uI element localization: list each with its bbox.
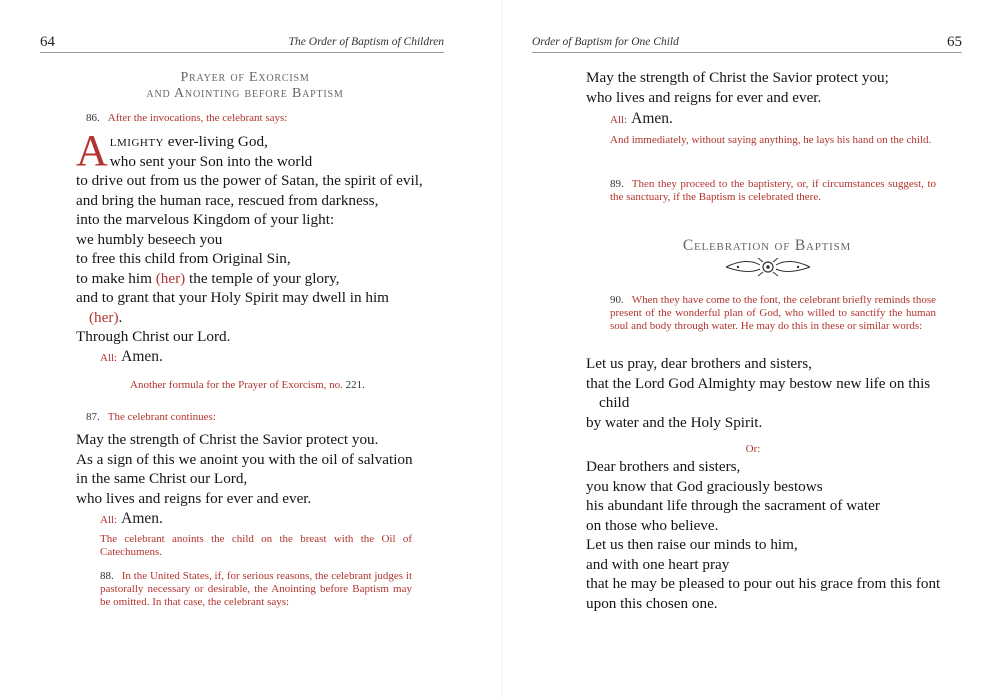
invitation-text [586,354,930,432]
prayer-first-word: lmighty [109,133,164,150]
prayer-line: his abundant life through the sacrament of water [586,497,880,514]
rubric-87 [86,411,446,424]
prayer-line: ever-living God, [164,133,268,150]
prayer-line: into the marvelous Kingdom of your light: [76,211,335,228]
page-number: 64 [40,34,55,50]
anointing-prayer [76,430,413,508]
formula-reference: 221. [345,379,365,391]
response-label: All: [610,114,628,126]
formula-note-text: Another formula for the Prayer of Exorcism, no. [130,379,343,391]
prayer-line: to drive out from us the power of Satan, the spirit of evil, [76,172,423,189]
response-amen [100,348,163,366]
response-text: Amen. [631,110,673,127]
prayer-text: to make him [76,269,156,287]
rubric-number: 88. [100,570,114,582]
formula-note [130,379,450,392]
prayer-line: child [599,394,630,411]
right-header [532,36,962,53]
prayer-text: the temple of your glory, [185,269,340,287]
prayer-line: who lives and reigns for ever and ever. [76,489,312,507]
section-title-line2: and Anointing before Baptism [146,86,344,101]
section-title-line1: Prayer of Exorcism [180,70,310,85]
rubric-86 [86,112,446,125]
alternative-text [586,457,940,613]
rubric-text: After the invocations, the celebrant says: [107,112,288,124]
section-title [60,70,430,102]
response-label: All: [100,352,118,364]
closing-prayer [586,68,889,107]
rubric-88 [100,570,412,609]
prayer-line: who sent your Son into the world [109,152,313,170]
or-label: Or: [745,443,761,455]
rubric-89 [610,178,936,204]
running-head: The Order of Baptism of Children [288,36,444,48]
pronoun-alternate: (her) [89,308,119,326]
running-head: Order of Baptism for One Child [532,36,679,48]
rubric-text: The celebrant continues: [107,411,216,423]
prayer-line: and to grant that your Holy Spirit may dwell in him [76,289,389,306]
prayer-line: Dear brothers and sisters, [586,458,741,475]
prayer-line: to free this child from Original Sin, [76,250,291,267]
response-text: Amen. [121,510,163,527]
response-text: Amen. [121,348,163,365]
rubric-90 [610,294,936,333]
prayer-line: Let us pray, dear brothers and sisters, [586,355,812,372]
prayer-line: As a sign of this we anoint you with the oil of salvation [76,450,413,468]
prayer-line: who lives and reigns for ever and ever. [586,88,822,106]
rubric-number: 89. [610,178,624,190]
ornament-icon [722,256,814,278]
rubric-number: 87. [86,411,100,423]
prayer-line: and with one heart pray [586,555,730,573]
rubric-text: Then they proceed to the baptistery, or, if circumstances suggest, to the sanctuary, if the Baptism is celebrated there. [610,178,936,203]
prayer-line: Through Christ our Lord. [76,328,231,345]
right-page [502,0,1004,698]
rubric-number: 86. [86,112,100,124]
response-label: All: [100,514,118,526]
response-amen [610,110,673,128]
prayer-text: . [118,308,123,326]
prayer-line: and bring the human race, rescued from darkness, [76,191,379,209]
hand-rubric: And immediately, without saying anything, he lays his hand on the child. [610,134,932,146]
prayer-line: that he may be pleased to pour out his grace from this font [586,575,941,592]
prayer-line: in the same Christ our Lord, [76,470,248,487]
prayer-line: on those who believe. [586,516,719,534]
prayer-line: upon this chosen one. [586,594,718,612]
rubric-number: 90. [610,294,624,306]
section-title: Celebration of Baptism [682,237,852,254]
prayer-line [76,308,423,328]
prayer-line: by water and the Holy Spirit. [586,413,763,431]
prayer-line [76,269,423,289]
prayer-line: May the strength of Christ the Savior protect you; [586,69,889,86]
prayer-line: that the Lord God Almighty may bestow new life on this [586,374,931,392]
prayer-line: May the strength of Christ the Savior protect you. [76,431,379,448]
rubric-text: In the United States, if, for serious reasons, the celebrant judges it pastorally necessary or desirable, the Anointing before Baptism may be omitted. In that case, the celebrant says: [100,570,412,608]
left-header [40,36,444,53]
prayer-line: we humbly beseech you [76,230,223,248]
rubric-text: When they have come to the font, the celebrant briefly reminds those present of the wonderful plan of God, who willed to sanctify the human soul and body through water. He may do this in these or similar words: [610,294,936,332]
exorcism-prayer [76,126,423,347]
pronoun-alternate: (her) [155,269,186,287]
anointing-rubric: The celebrant anoints the child on the breast with the Oil of Catechumens. [100,533,412,558]
drop-cap: A [76,126,108,175]
response-amen-2 [100,510,163,528]
prayer-line: Let us then raise our minds to him, [586,536,798,553]
prayer-line: you know that God graciously bestows [586,477,823,495]
page-number: 65 [947,34,962,50]
